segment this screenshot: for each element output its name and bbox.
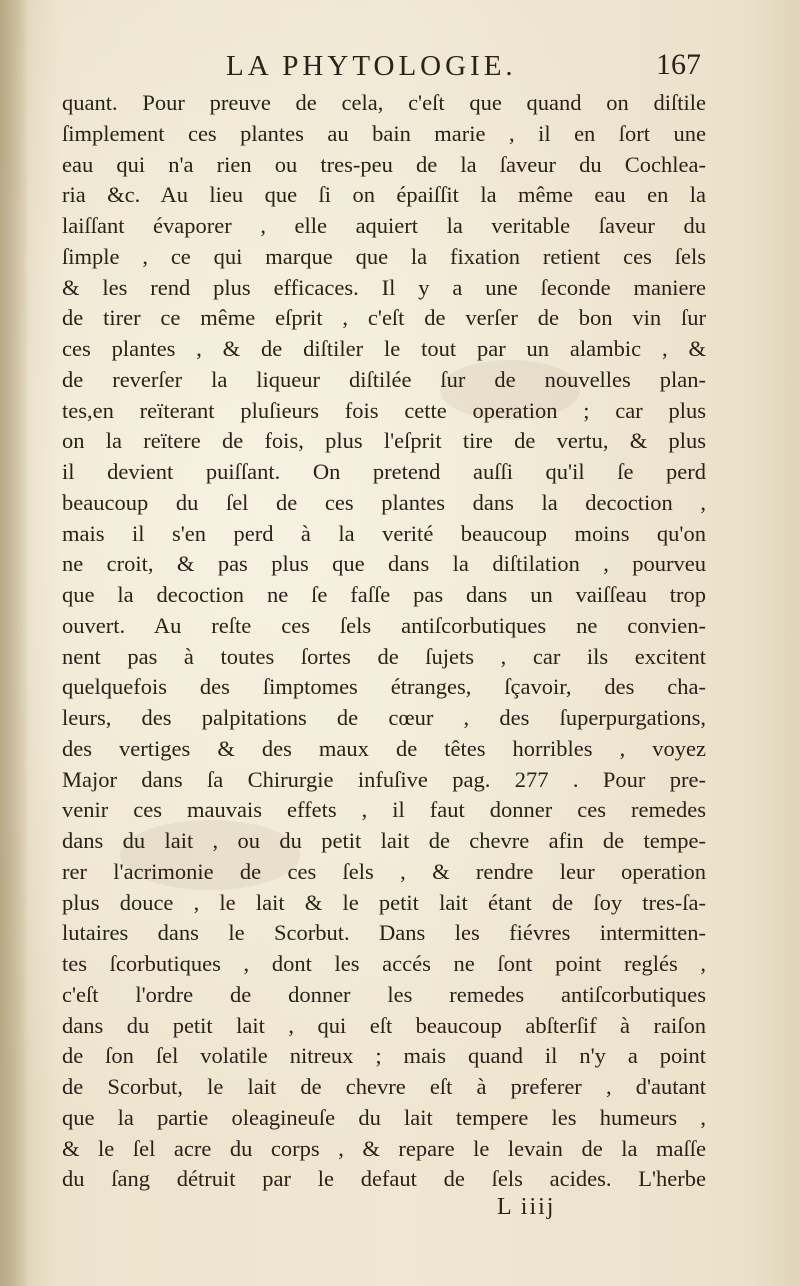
text-line: beaucoup du ſel de ces plantes dans la decoction ,	[62, 489, 706, 515]
text-line: leurs, des palpitations de cœur , des ſuperpurgations,	[62, 705, 706, 730]
text-line: ces plantes , & de diſtiler le tout par un alambic , &	[62, 336, 706, 361]
text-line: il devient puiſſant. On pretend auſſi qu'il ſe perd	[62, 459, 706, 484]
running-head: LA PHYTOLOGIE.	[226, 50, 517, 82]
text-line: que la decoction ne ſe faſſe pas dans un vaiſſeau trop	[62, 582, 706, 607]
text-line: lutaires dans le Scorbut. Dans les fiévres intermitten-	[62, 920, 706, 946]
text-line: tes ſcorbutiques , dont les accés ne ſont point reglés ,	[62, 951, 706, 976]
text-line: on la reïtere de fois, plus l'eſprit tire de vertu, & plus	[62, 428, 706, 454]
text-line: de Scorbut, le lait de chevre eſt à preferer , d'autant	[62, 1074, 706, 1099]
text-line: de ſon ſel volatile nitreux ; mais quand il n'y a point	[62, 1043, 706, 1069]
text-line: que la partie oleagineuſe du lait tempere les humeurs ,	[62, 1104, 706, 1130]
text-line: plus douce , le lait & le petit lait étant de ſoy tres-ſa-	[62, 889, 706, 915]
text-line: laiſſant évaporer , elle aquiert la veritable ſaveur du	[62, 213, 706, 238]
text-line: & le ſel acre du corps , & repare le levain de la maſſe	[62, 1135, 706, 1161]
text-line: ria &c. Au lieu que ſi on épaiſſit la même eau en la	[62, 182, 706, 208]
text-line: rer l'acrimonie de ces ſels , & rendre leur operation	[62, 858, 706, 884]
page-number: 167	[656, 48, 701, 81]
text-line: dans du petit lait , qui eſt beaucoup abſterſif à raiſon	[62, 1012, 706, 1038]
text-line: nent pas à toutes ſortes de ſujets , car ils excitent	[62, 643, 706, 669]
text-line: des vertiges & des maux de têtes horribles , voyez	[62, 735, 706, 761]
text-line: dans du lait , ou du petit lait de chevre afin de tempe-	[62, 828, 706, 853]
text-line: quelquefois des ſimptomes étranges, ſçavoir, des cha-	[62, 674, 706, 700]
text-line: du ſang détruit par le defaut de ſels acides. L'herbe	[62, 1166, 706, 1192]
text-line: Major dans ſa Chirurgie infuſive pag. 277 . Pour pre-	[62, 766, 706, 792]
text-line: c'eſt l'ordre de donner les remedes antiſcorbutiques	[62, 981, 706, 1007]
text-line: quant. Pour preuve de cela, c'eſt que quand on diſtile	[62, 90, 706, 115]
text-line: eau qui n'a rien ou tres-peu de la ſaveur du Cochlea-	[62, 151, 706, 177]
text-line: tes,en reïterant pluſieurs fois cette operation ; car plus	[62, 397, 706, 423]
text-line: ſimple , ce qui marque que la fixation retient ces ſels	[62, 243, 706, 269]
text-line: ne croit, & pas plus que dans la diſtilation , pourveu	[62, 551, 706, 577]
text-line: de tirer ce même eſprit , c'eſt de verſer de bon vin ſur	[62, 305, 706, 331]
text-line: & les rend plus efficaces. Il y a une ſeconde maniere	[62, 274, 706, 300]
text-line: de reverſer la liqueur diſtilée ſur de nouvelles plan-	[62, 366, 706, 392]
body-text	[62, 88, 706, 1195]
text-line: ouvert. Au reſte ces ſels antiſcorbutiques ne convien-	[62, 612, 706, 638]
text-line: venir ces mauvais effets , il faut donner ces remedes	[62, 797, 706, 823]
text-line: ſimplement ces plantes au bain marie , il en ſort une	[62, 120, 706, 146]
page-gutter-shadow	[0, 0, 30, 1286]
text-line: mais il s'en perd à la verité beaucoup moins qu'on	[62, 520, 706, 546]
signature-mark: L iiij	[497, 1194, 556, 1220]
